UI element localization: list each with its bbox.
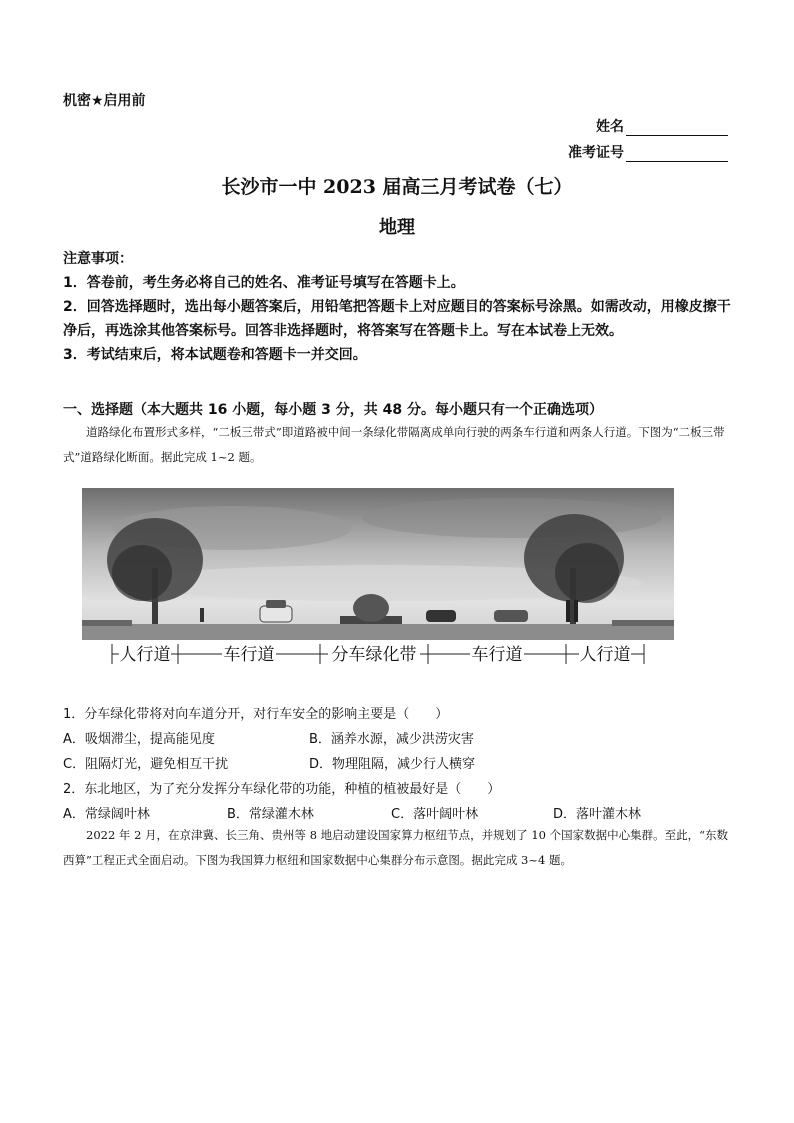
name-label: 姓名: [596, 119, 624, 135]
confidential-mark: 机密★启用前: [63, 93, 146, 109]
question-2-option-b: B．常绿灌木林: [227, 807, 314, 822]
intro-text-2: 2022 年 2 月，在京津冀、长三角、贵州等 8 地启动建设国家算力枢纽节点，并规划了 10 个国家数据中心集群。至此，“东数西算”工程正式全面启动。下图为我国算力枢纽和国家数据中心集群分布示意图。据此完成 3~4 题。: [63, 828, 728, 867]
question-1-option-a: A．吸烟滞尘，提高能见度: [63, 732, 215, 747]
question-1-stem: 1．分车绿化带将对向车道分开，对行车安全的影响主要是（ ）: [63, 707, 449, 722]
pedestrian-icon: [574, 600, 578, 622]
question-2-option-d: D．落叶灌木林: [553, 807, 642, 822]
question-2-options: [63, 803, 743, 825]
question-2-option-a: A．常绿阔叶林: [63, 807, 150, 822]
id-field: [568, 142, 728, 162]
road-surface: [82, 624, 674, 640]
question-1-option-b: B．涵养水源，减少洪涝灾害: [309, 732, 474, 747]
note-item: 1．答卷前，考生务必将自己的姓名、准考证号填写在答题卡上。: [63, 275, 465, 291]
car-icon: [494, 610, 528, 622]
note-item: 2．回答选择题时，选出每小题答案后，用铅笔把答题卡上对应题目的答案标号涂黑。如需改动，用橡皮擦干净后，再选涂其他答案标号。回答非选择题时，将答案写在答题卡上。写在本试卷上无效。: [63, 299, 731, 339]
exam-title: 长沙市一中 2023 届高三月考试卷（七）: [221, 176, 573, 198]
id-blank: [626, 145, 728, 162]
name-field: [596, 116, 728, 136]
question-1-options: [63, 728, 743, 778]
section-heading: 一、选择题（本大题共 16 小题，每小题 3 分，共 48 分。每小题只有一个正确选项）: [63, 402, 603, 418]
id-label: 准考证号: [568, 145, 624, 161]
question-1-option-c: C．阻隔灯光，避免相互干扰: [63, 757, 229, 772]
intro-text: 道路绿化布置形式多样，“二板三带式”即道路被中间一条绿化带隔离成单向行驶的两条车行道和两条人行道。下图为“二板三带式”道路绿化断面。据此完成 1~2 题。: [63, 425, 725, 464]
label-lane-right: 车行道: [471, 645, 523, 665]
intro-paragraph-2: [63, 823, 733, 873]
pedestrian-icon: [566, 600, 570, 622]
note-item: 3．考试结束后，将本试题卷和答题卡一并交回。: [63, 347, 367, 363]
label-sidewalk-left: 人行道: [119, 645, 171, 665]
subject-title: 地理: [379, 217, 415, 238]
car-icon: [426, 610, 456, 622]
name-blank: [626, 119, 728, 136]
intro-paragraph: [63, 420, 733, 470]
label-lane-left: 车行道: [223, 645, 275, 665]
cyclist-icon: [200, 608, 204, 622]
road-cross-section-figure: [82, 488, 674, 674]
label-green-belt: 分车绿化带: [331, 645, 417, 665]
label-sidewalk-right: 人行道: [579, 645, 631, 665]
question-1-option-d: D．物理阻隔，减少行人横穿: [309, 757, 476, 772]
notes-block: [63, 247, 733, 367]
question-2-stem: 2．东北地区，为了充分发挥分车绿化带的功能，种植的植被最好是（ ）: [63, 782, 501, 797]
notes-heading: 注意事项：: [63, 251, 133, 267]
road-illustration: [82, 488, 674, 674]
question-2-option-c: C．落叶阔叶林: [391, 807, 479, 822]
